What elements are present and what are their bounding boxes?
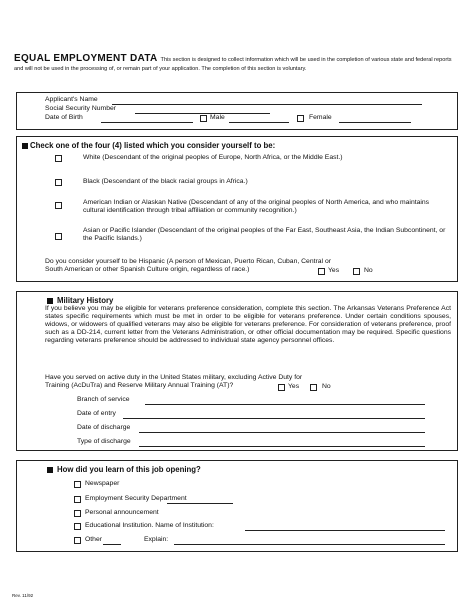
hispanic-no-label: No [364,267,373,274]
asian-checkbox[interactable] [55,233,62,240]
male-line [229,122,289,123]
military-heading: Military History [57,296,114,305]
discharge-type-label: Type of discharge [77,438,131,445]
explain-label: Explain: [144,536,169,543]
military-no-checkbox[interactable] [310,384,317,391]
option-educational-institution: Educational Institution. Name of Institution: [85,522,214,529]
female-label: Female [309,114,332,121]
newspaper-checkbox[interactable] [74,481,81,488]
job-source-section [16,460,458,552]
dob-label: Date of Birth [45,114,83,121]
black-checkbox[interactable] [55,179,62,186]
hispanic-yes-checkbox[interactable] [318,268,325,275]
other-line [103,544,121,545]
dob-field[interactable] [101,122,193,123]
personal-announcement-checkbox[interactable] [74,510,81,517]
branch-label: Branch of service [77,396,130,403]
male-checkbox[interactable] [200,115,207,122]
job-source-heading: How did you learn of this job opening? [57,465,201,474]
military-question: Have you served on active duty in the United States military, excluding Active Duty for Training (AcDuTra) and Reserve Military Annual Training (AT)? [45,374,303,390]
entry-date-label: Date of entry [77,410,116,417]
hispanic-no-checkbox[interactable] [353,268,360,275]
bullet-square-icon [47,467,53,473]
ethnicity-option-black: Black (Descendant of the black racial groups in Africa.) [83,178,248,185]
branch-field[interactable] [145,404,425,405]
applicant-section [16,92,458,130]
american-indian-checkbox[interactable] [55,202,62,209]
other-checkbox[interactable] [74,537,81,544]
discharge-type-field[interactable] [139,446,425,447]
option-newspaper: Newspaper [85,480,120,487]
ethnicity-option-white: White (Descendant of the original peoples of Europe, North Africa, or the Middle East.) [83,154,343,161]
ethnicity-option-american-indian: American Indian or Alaskan Native (Descendant of any of the original peoples of North America, and who maintains cultural identification through tribal affiliation or community recognition.) [83,199,430,215]
military-section [16,291,458,451]
employment-security-checkbox[interactable] [74,496,81,503]
institution-name-field[interactable] [245,530,445,531]
ssn-label: Social Security Number [45,105,117,112]
male-label: Male [210,114,225,121]
page-title: EQUAL EMPLOYMENT DATA [14,53,158,64]
applicant-name-label: Applicant's Name [45,96,98,103]
applicant-name-field[interactable] [112,104,422,105]
female-line [339,122,411,123]
discharge-date-label: Date of discharge [77,424,131,431]
intro-text: This section is designed to collect information which will be used in the completion of various state and federal reports and will not be used in the processing of, or remain part of your application. The completion of this section is voluntary. [14,57,452,72]
female-checkbox[interactable] [297,115,304,122]
ethnicity-option-asian: Asian or Pacific Islander (Descendant of the original peoples of the Far East, Southeast Asia, the Indian Subcontinent, or the Pacific Islands.) [83,227,446,243]
option-employment-security: Employment Security Department [85,495,187,502]
intro-block [14,55,462,73]
option-personal-announcement: Personal announcement [85,509,159,516]
ethnicity-section [16,136,458,282]
option-other: Other [85,536,102,543]
discharge-date-field[interactable] [139,432,425,433]
entry-date-field[interactable] [123,418,425,419]
military-yes-label: Yes [288,383,300,390]
employment-security-line [167,503,233,504]
hispanic-yes-label: Yes [328,267,340,274]
educational-institution-checkbox[interactable] [74,523,81,530]
ssn-field[interactable] [135,113,270,114]
ethnicity-heading: Check one of the four (4) listed which you consider yourself to be: [30,141,276,150]
revision-note: Rev. 11/92 [12,593,34,598]
military-yes-checkbox[interactable] [278,384,285,391]
military-no-label: No [322,383,331,390]
military-paragraph: If you believe you may be eligible for veterans preference consideration, complete this section. The Arkansas Veterans Preference Act states specific requirements which must be met in order to be eligible for veterans preference. Under certain conditions spouses, widows, or widowers of qualified veterans may also be eligible for veterans preference. For consideration of veterans preference, proof such as a DD-214, current letter from the Veterans Administration, or other official documentation may be required. Specific questions regarding veterans preference should be addressed to individual state agency personnel offices. [45,305,451,345]
hispanic-question: Do you consider yourself to be Hispanic (A person of Mexican, Puerto Rican, Cuban, Central or South American or other Spanish Culture origin, regardless of race.) [45,258,331,274]
bullet-square-icon [47,298,53,304]
bullet-square-icon [22,143,28,149]
explain-field[interactable] [174,544,445,545]
white-checkbox[interactable] [55,155,62,162]
